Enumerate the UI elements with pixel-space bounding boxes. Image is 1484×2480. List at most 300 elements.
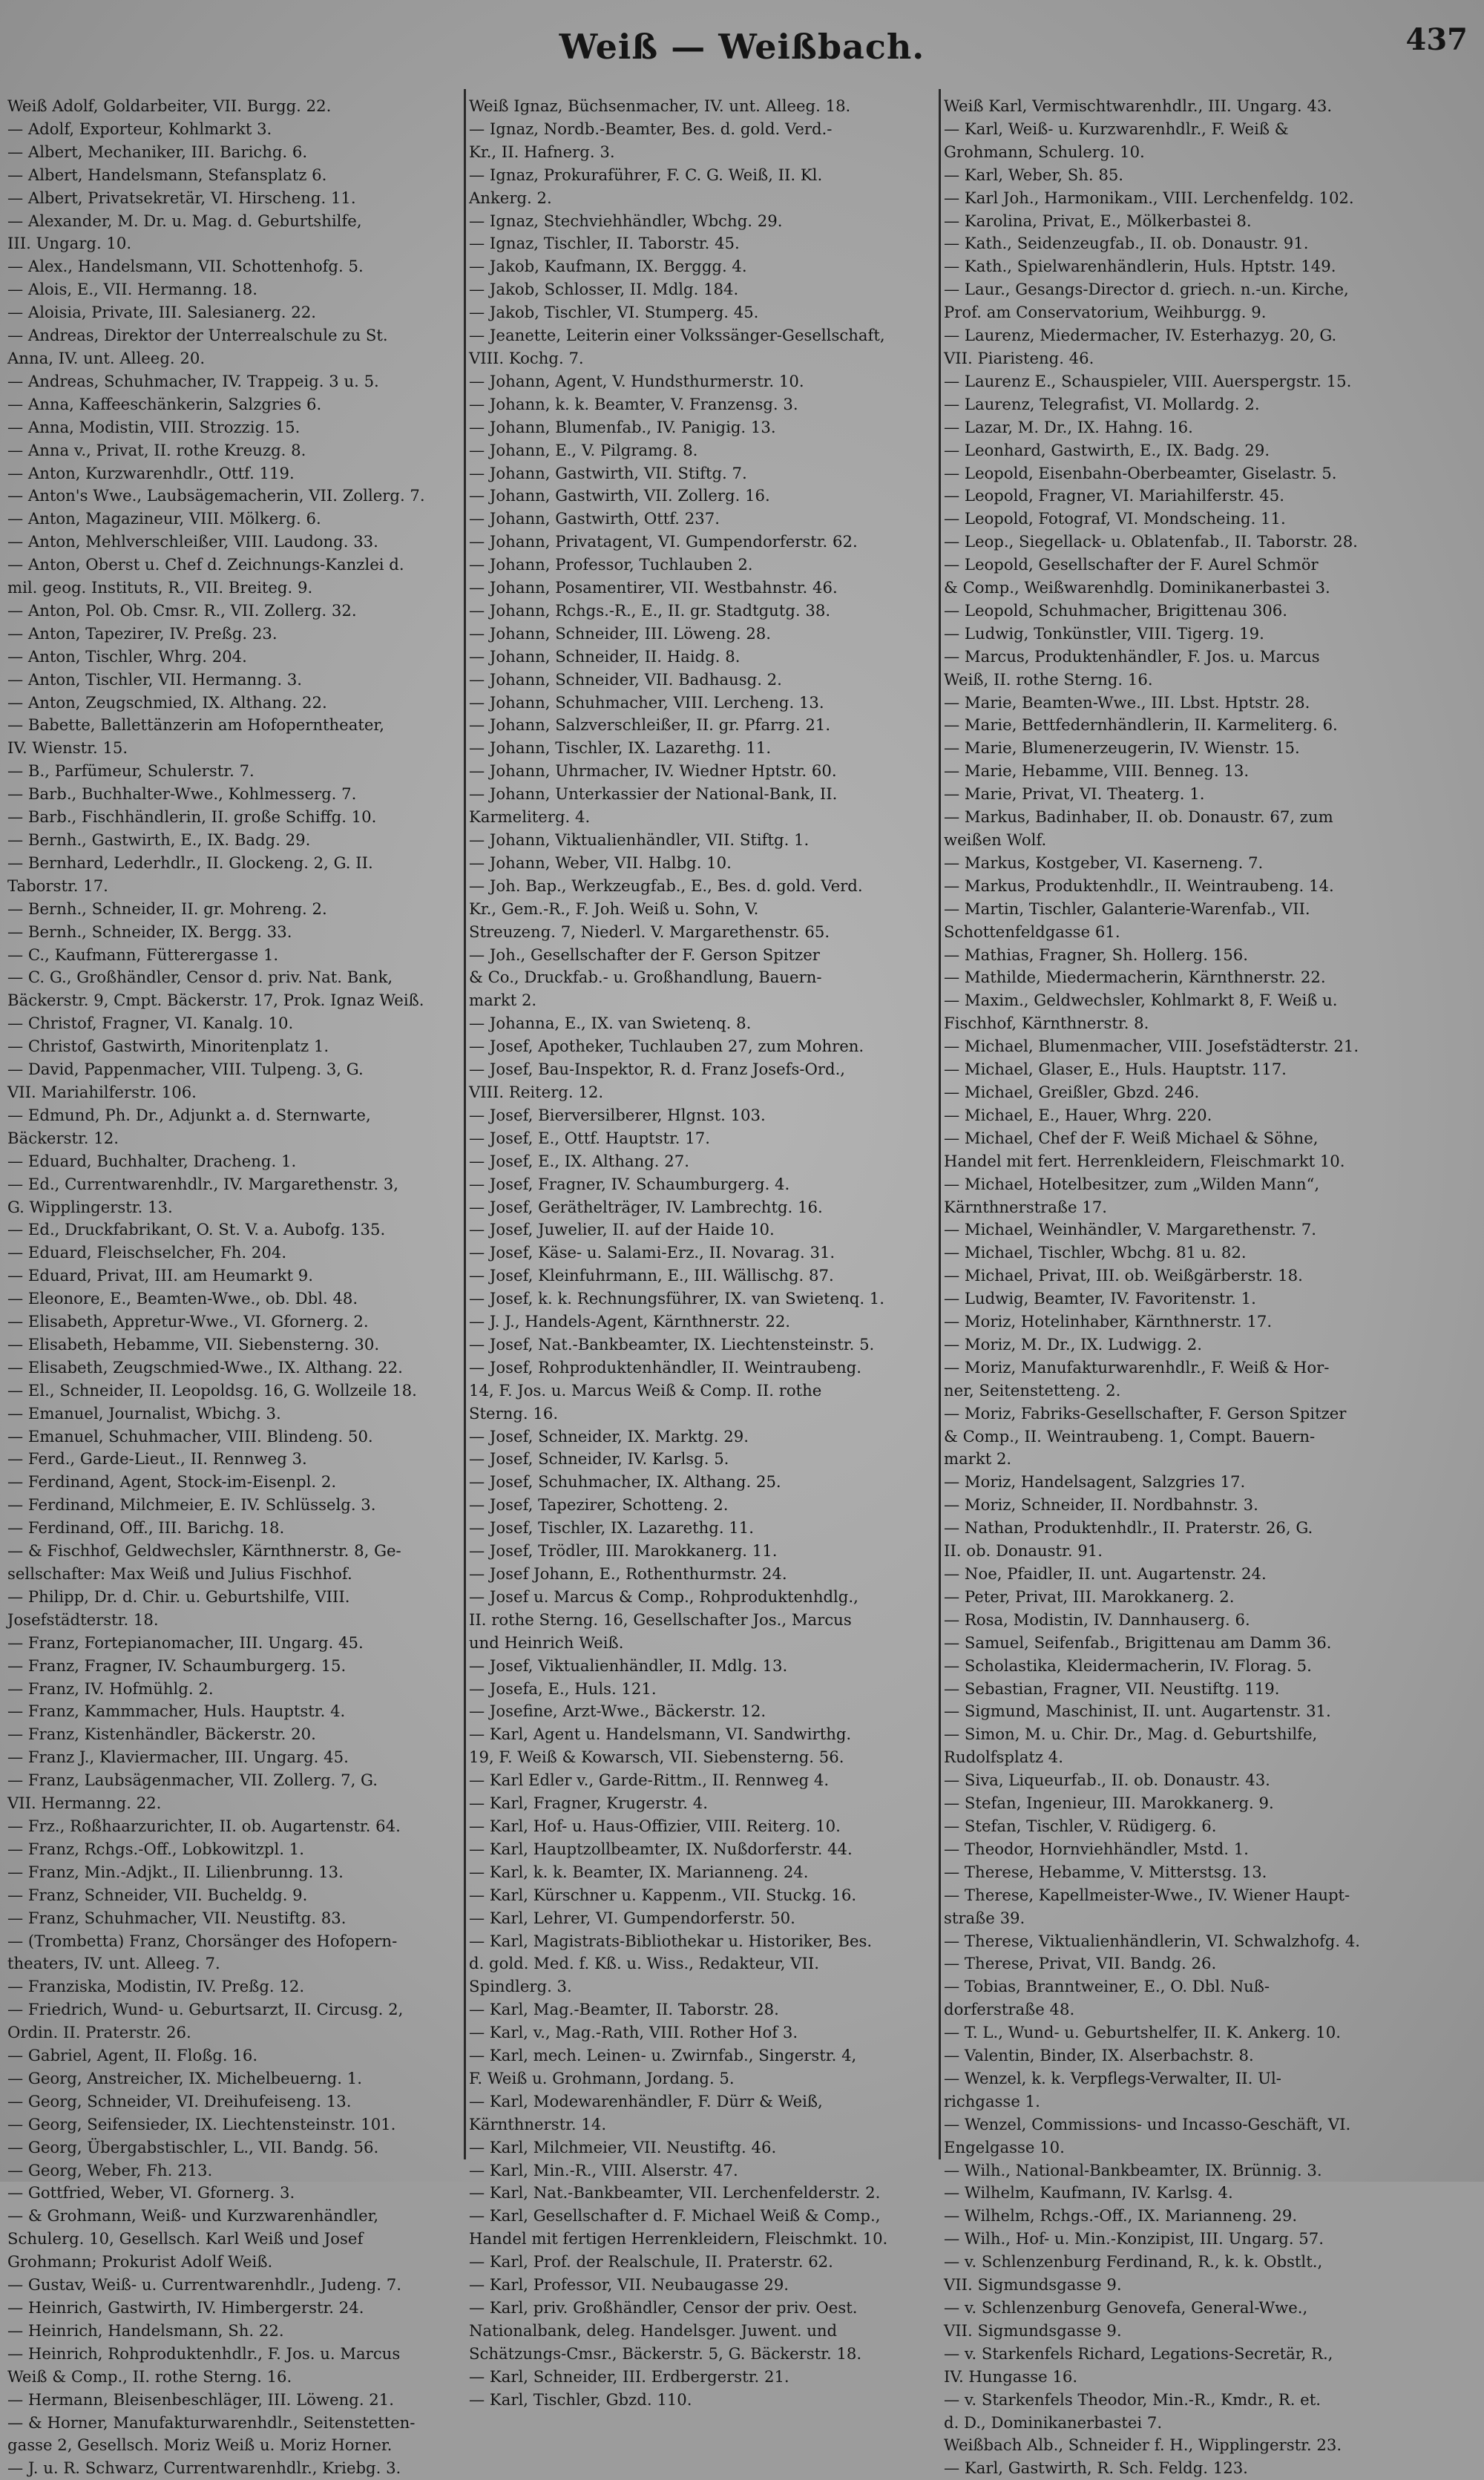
directory-entry: — Elisabeth, Appretur-Wwe., VI. Gfornerg. 2.	[7, 1312, 369, 1331]
directory-entry: — Anna v., Privat, II. rothe Kreuzg. 8.	[7, 440, 306, 459]
directory-entry: — Elisabeth, Zeugschmied-Wwe., IX. Althang. 22.	[7, 1357, 403, 1377]
directory-entry: — Marcus, Produktenhändler, F. Jos. u. Marcus	[944, 646, 1320, 666]
directory-entry: F. Weiß u. Grohmann, Jordang. 5.	[469, 2068, 735, 2087]
directory-entry: — Marie, Privat, VI. Theaterg. 1.	[944, 784, 1205, 804]
directory-entry: — Moriz, Hotelinhaber, Kärnthnerstr. 17.	[944, 1312, 1273, 1331]
directory-entry: — Josef, Kleinfuhrmann, E., III. Wällischg. 87.	[469, 1266, 834, 1285]
directory-entry: & Comp., II. Weintraubeng. 1, Compt. Bauern-	[944, 1426, 1316, 1446]
directory-entry: — Scholastika, Kleidermacherin, IV. Florag. 5.	[944, 1656, 1312, 1675]
directory-column-1	[7, 95, 462, 2478]
directory-entry: — Georg, Weber, Fh. 213.	[7, 2160, 213, 2179]
directory-entry: — Johann, Schuhmacher, VIII. Lercheng. 13.	[469, 692, 824, 712]
directory-entry: — Laur., Gesangs-Director d. griech. n.-un. Kirche,	[944, 280, 1349, 299]
directory-entry: — Johann, Posamentirer, VII. Westbahnstr. 46.	[469, 578, 838, 597]
directory-entry: — T. L., Wund- u. Geburtshelfer, II. K. Ankerg. 10.	[944, 2023, 1341, 2042]
directory-entry: — Emanuel, Journalist, Wbichg. 3.	[7, 1403, 281, 1423]
directory-entry: — Josef, Fragner, IV. Schaumburgerg. 4.	[469, 1174, 790, 1193]
directory-entry: Josefstädterstr. 18.	[7, 1610, 159, 1629]
directory-entry: — Johann, Privatagent, VI. Gumpendorferstr. 62.	[469, 532, 858, 551]
directory-entry: — Anton, Kurzwarenhdlr., Ottf. 119.	[7, 463, 295, 482]
directory-entry: — Wenzel, Commissions- und Incasso-Geschäft, VI.	[944, 2114, 1351, 2133]
directory-entry: — Karl, Kürschner u. Kappenm., VII. Stuckg. 16.	[469, 1885, 857, 1904]
directory-entry: — Therese, Hebamme, V. Mitterstsg. 13.	[944, 1862, 1267, 1881]
directory-entry: — Therese, Privat, VII. Bandg. 26.	[944, 1954, 1217, 1973]
directory-entry: — Johann, Uhrmacher, IV. Wiedner Hptstr. 60.	[469, 761, 837, 781]
directory-entry: VIII. Reiterg. 12.	[469, 1082, 604, 1101]
directory-entry: — Jakob, Kaufmann, IX. Berggg. 4.	[469, 257, 747, 276]
directory-entry: Weiß & Comp., II. rothe Sterng. 16.	[7, 2366, 292, 2386]
directory-entry: — Karl, k. k. Beamter, IX. Marianneng. 24.	[469, 1862, 809, 1881]
directory-entry: — Leopold, Fragner, VI. Mariahilferstr. 45.	[944, 486, 1284, 505]
directory-entry: — Moriz, Fabriks-Gesellschafter, F. Gerson Spitzer	[944, 1403, 1347, 1423]
directory-entry: — Therese, Viktualienhändlerin, VI. Schwalzhofg. 4.	[944, 1931, 1361, 1950]
directory-entry: Kr., Gem.-R., F. Joh. Weiß u. Sohn, V.	[469, 899, 759, 918]
directory-entry: — Valentin, Binder, IX. Alserbachstr. 8.	[944, 2046, 1254, 2065]
directory-entry: — Babette, Ballettänzerin am Hofoperntheater,	[7, 715, 384, 735]
directory-entry: — Ignaz, Stechviehhändler, Wbchg. 29.	[469, 211, 783, 230]
directory-entry: straße 39.	[944, 1908, 1025, 1927]
directory-entry: — C., Kaufmann, Fütterergasse 1.	[7, 945, 279, 964]
directory-entry: richgasse 1.	[944, 2091, 1040, 2110]
directory-entry: IV. Wienstr. 15.	[7, 738, 128, 758]
directory-entry: — Josef, Tischler, IX. Lazarethg. 11.	[469, 1518, 754, 1538]
directory-entry: & Co., Druckfab.- u. Großhandlung, Bauern-	[469, 968, 822, 987]
directory-entry: — Josef, Trödler, III. Marokkanerg. 11.	[469, 1541, 778, 1561]
directory-entry: — Laurenz E., Schauspieler, VIII. Auerspergstr. 15.	[944, 371, 1352, 390]
directory-entry: — Maxim., Geldwechsler, Kohlmarkt 8, F. Weiß u.	[944, 991, 1338, 1010]
page-number: 437	[1405, 22, 1468, 57]
directory-entry: — Karl Edler v., Garde-Rittm., II. Rennweg 4.	[469, 1771, 830, 1790]
directory-entry: Grohmann; Prokurist Adolf Weiß.	[7, 2252, 273, 2271]
directory-entry: — Karl, v., Mag.-Rath, VIII. Rother Hof 3.	[469, 2023, 798, 2042]
directory-entry: — Stefan, Ingenieur, III. Marokkanerg. 9.	[944, 1794, 1274, 1813]
directory-entry: — Karolina, Privat, E., Mölkerbastei 8.	[944, 211, 1252, 230]
directory-entry: — Marie, Blumenerzeugerin, IV. Wienstr. 15.	[944, 738, 1300, 758]
directory-entry: — Johann, Schneider, VII. Badhausg. 2.	[469, 669, 782, 689]
directory-entry: — Barb., Buchhalter-Wwe., Kohlmesserg. 7.	[7, 784, 357, 804]
directory-entry: — Anton, Tischler, VII. Hermanng. 3.	[7, 669, 303, 689]
directory-entry: — Karl, Schneider, III. Erdbergerstr. 21.	[469, 2366, 789, 2386]
directory-entry: — Josef, E., Ottf. Hauptstr. 17.	[469, 1128, 710, 1147]
directory-entry: — Markus, Produktenhdlr., II. Weintraubeng. 14.	[944, 876, 1334, 895]
directory-entry: — Ludwig, Beamter, IV. Favoritenstr. 1.	[944, 1289, 1256, 1308]
directory-entry: — C. G., Großhändler, Censor d. priv. Nat. Bank,	[7, 968, 393, 987]
directory-entry: — Franz, Fragner, IV. Schaumburgerg. 15.	[7, 1656, 347, 1675]
directory-entry: — Bernh., Gastwirth, E., IX. Badg. 29.	[7, 830, 311, 849]
directory-entry: Taborstr. 17.	[7, 876, 108, 895]
directory-entry: — v. Schlenzenburg Genovefa, General-Wwe.,	[944, 2298, 1308, 2317]
directory-entry: — Karl, Nat.-Bankbeamter, VII. Lerchenfelderstr. 2.	[469, 2183, 881, 2202]
directory-entry: — Ignaz, Tischler, II. Taborstr. 45.	[469, 234, 740, 253]
directory-entry: — Johann, Rchgs.-R., E., II. gr. Stadtgutg. 38.	[469, 600, 831, 620]
directory-entry: — Alois, E., VII. Hermanng. 18.	[7, 280, 257, 299]
directory-entry: — Karl, Mag.-Beamter, II. Taborstr. 28.	[469, 2000, 779, 2019]
directory-entry: — Kath., Spielwarenhändlerin, Huls. Hptstr. 149.	[944, 257, 1336, 276]
directory-entry: — Markus, Badinhaber, II. ob. Donaustr. 67, zum	[944, 807, 1333, 827]
directory-entry: Spindlerg. 3.	[469, 1977, 572, 1996]
directory-entry: — Karl, Agent u. Handelsmann, VI. Sandwirthg.	[469, 1725, 852, 1744]
directory-entry: — Barb., Fischhändlerin, II. große Schiffg. 10.	[7, 807, 377, 827]
directory-entry: — Eleonore, E., Beamten-Wwe., ob. Dbl. 48.	[7, 1289, 358, 1308]
directory-entry: — Michael, Privat, III. ob. Weißgärberstr. 18.	[944, 1266, 1303, 1285]
directory-entry: — Eduard, Fleischselcher, Fh. 204.	[7, 1243, 287, 1262]
directory-entry: — Georg, Übergabstischler, L., VII. Bandg. 56.	[7, 2137, 379, 2156]
directory-entry: Fischhof, Kärnthnerstr. 8.	[944, 1014, 1149, 1033]
directory-entry: theaters, IV. unt. Alleeg. 7.	[7, 1954, 220, 1973]
directory-entry: — Josef, Apotheker, Tuchlauben 27, zum Mohren.	[469, 1037, 864, 1056]
page-title: Weiß — Weißbach.	[559, 27, 925, 67]
directory-entry: — Kath., Seidenzeugfab., II. ob. Donaustr. 91.	[944, 234, 1309, 253]
directory-entry: — Christof, Gastwirth, Minoritenplatz 1.	[7, 1037, 329, 1056]
directory-entry: & Comp., Weißwarenhdlg. Dominikanerbastei 3.	[944, 578, 1330, 597]
directory-entry: — Michael, Blumenmacher, VIII. Josefstädterstr. 21.	[944, 1037, 1359, 1056]
directory-entry: — Sigmund, Maschinist, II. unt. Augartenstr. 31.	[944, 1702, 1331, 1721]
directory-entry: — Franziska, Modistin, IV. Preßg. 12.	[7, 1977, 305, 1996]
directory-entry: — Karl, Gastwirth, R. Sch. Feldg. 123.	[944, 2458, 1248, 2478]
directory-entry: — Franz J., Klaviermacher, III. Ungarg. 45.	[7, 1748, 349, 1767]
directory-entry: — Anton, Mehlverschleißer, VIII. Laudong. 33.	[7, 532, 378, 551]
directory-entry: — Jakob, Tischler, VI. Stumperg. 45.	[469, 303, 759, 322]
directory-entry: — Andreas, Schuhmacher, IV. Trappeig. 3 u. 5.	[7, 371, 379, 390]
directory-entry: Nationalbank, deleg. Handelsger. Juwent. und	[469, 2320, 838, 2340]
directory-entry: — Josef, Geräthelträger, IV. Lambrechtg. 16.	[469, 1197, 823, 1216]
directory-entry: — Johann, Schneider, II. Haidg. 8.	[469, 646, 741, 666]
directory-entry: — Philipp, Dr. d. Chir. u. Geburtshilfe, VIII.	[7, 1587, 350, 1606]
directory-entry: Handel mit fertigen Herrenkleidern, Fleischmkt. 10.	[469, 2229, 888, 2248]
directory-entry: Schottenfeldgasse 61.	[944, 922, 1120, 941]
directory-entry: dorferstraße 48.	[944, 2000, 1075, 2019]
directory-entry: — Marie, Hebamme, VIII. Benneg. 13.	[944, 761, 1250, 781]
directory-entry: — Wilh., Hof- u. Min.-Konzipist, III. Ungarg. 57.	[944, 2229, 1324, 2248]
directory-entry: — Albert, Mechaniker, III. Barichg. 6.	[7, 142, 308, 161]
directory-entry: — Johann, Unterkassier der National-Bank, II.	[469, 784, 838, 804]
directory-entry: Kärnthnerstraße 17.	[944, 1197, 1107, 1216]
directory-entry: — Karl, priv. Großhändler, Censor der priv. Oest.	[469, 2298, 858, 2317]
directory-entry: Anna, IV. unt. Alleeg. 20.	[7, 348, 206, 367]
directory-entry: Rudolfsplatz 4.	[944, 1748, 1064, 1767]
directory-entry: — Rosa, Modistin, IV. Dannhauserg. 6.	[944, 1610, 1250, 1629]
directory-entry: — Marie, Bettfedernhändlerin, II. Karmeliterg. 6.	[944, 715, 1338, 735]
directory-entry: — Johann, Gastwirth, VII. Stiftg. 7.	[469, 463, 747, 482]
directory-entry: — & Grohmann, Weiß- und Kurzwarenhändler,	[7, 2206, 379, 2225]
column-divider	[939, 89, 941, 2159]
directory-entry: — Josefa, E., Huls. 121.	[469, 1679, 657, 1698]
directory-entry: — Ed., Currentwarenhdlr., IV. Margarethenstr. 3,	[7, 1174, 399, 1193]
directory-entry: II. ob. Donaustr. 91.	[944, 1541, 1103, 1561]
directory-entry: — Josef, Bau-Inspektor, R. d. Franz Josefs-Ord.,	[469, 1060, 846, 1079]
directory-entry: gasse 2, Gesellsch. Moriz Weiß u. Moriz Horner.	[7, 2435, 393, 2455]
directory-entry: — Moriz, Manufakturwarenhdlr., F. Weiß & Hor-	[944, 1357, 1330, 1377]
directory-entry: — Karl, Prof. der Realschule, II. Praterstr. 62.	[469, 2252, 833, 2271]
directory-entry: — Anna, Modistin, VIII. Strozzig. 15.	[7, 417, 301, 436]
directory-entry: — Franz, Rchgs.-Off., Lobkowitzpl. 1.	[7, 1839, 304, 1858]
directory-entry: — Bernh., Schneider, IX. Bergg. 33.	[7, 922, 292, 941]
directory-entry: — Ed., Druckfabrikant, O. St. V. a. Aubofg. 135.	[7, 1220, 386, 1239]
directory-entry: VII. Piaristeng. 46.	[944, 348, 1094, 367]
directory-entry: — Joh. Bap., Werkzeugfab., E., Bes. d. gold. Verd.	[469, 876, 863, 895]
directory-entry: — Albert, Handelsmann, Stefansplatz 6.	[7, 165, 327, 184]
directory-entry: — Johann, Viktualienhändler, VII. Stiftg. 1.	[469, 830, 810, 849]
directory-entry: — Martin, Tischler, Galanterie-Warenfab., VII.	[944, 899, 1310, 918]
directory-entry: Bäckerstr. 9, Cmpt. Bäckerstr. 17, Prok. Ignaz Weiß.	[7, 991, 424, 1010]
directory-entry: — Franz, Schneider, VII. Bucheldg. 9.	[7, 1885, 308, 1904]
directory-entry: — David, Pappenmacher, VIII. Tulpeng. 3, G.	[7, 1060, 364, 1079]
directory-entry: — Josef, Juwelier, II. auf der Haide 10.	[469, 1220, 775, 1239]
directory-entry: — Eduard, Buchhalter, Dracheng. 1.	[7, 1151, 297, 1170]
directory-entry: — Gustav, Weiß- u. Currentwarenhdlr., Judeng. 7.	[7, 2275, 401, 2294]
directory-entry: weißen Wolf.	[944, 830, 1047, 849]
directory-entry: — Bernh., Schneider, II. gr. Mohreng. 2.	[7, 899, 327, 918]
directory-entry: — Johann, Gastwirth, Ottf. 237.	[469, 509, 720, 528]
directory-entry: markt 2.	[469, 991, 537, 1010]
directory-entry: — Laurenz, Miedermacher, IV. Esterhazyg. 20, G.	[944, 326, 1337, 345]
directory-entry: — Hermann, Bleisenbeschläger, III. Löweng. 21.	[7, 2389, 394, 2409]
directory-entry: Streuzeng. 7, Niederl. V. Margarethenstr. 65.	[469, 922, 830, 941]
directory-entry: — Anton, Tapezirer, IV. Preßg. 23.	[7, 623, 278, 643]
directory-entry: — Karl, Magistrats-Bibliothekar u. Historiker, Bes.	[469, 1931, 873, 1950]
directory-entry: Bäckerstr. 12.	[7, 1128, 119, 1147]
directory-entry: d. D., Dominikanerbastei 7.	[944, 2412, 1163, 2432]
directory-entry: — Ferdinand, Off., III. Barichg. 18.	[7, 1518, 285, 1538]
directory-entry: — Noe, Pfaidler, II. unt. Augartenstr. 24.	[944, 1564, 1267, 1583]
directory-entry: Weiß Adolf, Goldarbeiter, VII. Burgg. 22.	[7, 96, 332, 115]
directory-entry: — Moriz, Schneider, II. Nordbahnstr. 3.	[944, 1495, 1258, 1515]
directory-entry: — Karl, Fragner, Krugerstr. 4.	[469, 1794, 708, 1813]
page-header	[0, 16, 1484, 83]
directory-entry: — Michael, Chef der F. Weiß Michael & Söhne,	[944, 1128, 1319, 1147]
directory-entry: — Michael, Hotelbesitzer, zum „Wilden Mann“,	[944, 1174, 1320, 1193]
directory-entry: Weißbach Alb., Schneider f. H., Wipplingerstr. 23.	[944, 2435, 1342, 2455]
directory-entry: — Andreas, Direktor der Unterrealschule zu St.	[7, 326, 388, 345]
directory-entry: — Ferdinand, Milchmeier, E. IV. Schlüsselg. 3.	[7, 1495, 376, 1515]
directory-entry: Engelgasse 10.	[944, 2137, 1065, 2156]
directory-entry: — B., Parfümeur, Schulerstr. 7.	[7, 761, 255, 781]
directory-entry: IV. Hungasse 16.	[944, 2366, 1078, 2386]
directory-entry: — Anton, Pol. Ob. Cmsr. R., VII. Zollerg. 32.	[7, 600, 357, 620]
directory-entry: — Leopold, Gesellschafter der F. Aurel Schmör	[944, 555, 1319, 574]
directory-entry: — Elisabeth, Hebamme, VII. Siebensterng. 30.	[7, 1334, 380, 1354]
directory-entry: — Wenzel, k. k. Verpflegs-Verwalter, II. Ul-	[944, 2068, 1281, 2087]
directory-entry: — Franz, Min.-Adjkt., II. Lilienbrunng. 13.	[7, 1862, 344, 1881]
directory-entry: — Franz, Schuhmacher, VII. Neustiftg. 83.	[7, 1908, 347, 1927]
directory-entry: — Michael, Glaser, E., Huls. Hauptstr. 117.	[944, 1060, 1287, 1079]
directory-entry: — J. J., Handels-Agent, Kärnthnerstr. 22.	[469, 1312, 791, 1331]
directory-entry: — Leop., Siegellack- u. Oblatenfab., II. Taborstr. 28.	[944, 532, 1358, 551]
directory-entry: — Leonhard, Gastwirth, E., IX. Badg. 29.	[944, 440, 1270, 459]
directory-entry: — Friedrich, Wund- u. Geburtsarzt, II. Circusg. 2,	[7, 2000, 404, 2019]
directory-entry: — Anton, Magazineur, VIII. Mölkerg. 6.	[7, 509, 321, 528]
directory-entry: Weiß Ignaz, Büchsenmacher, IV. unt. Alleeg. 18.	[469, 96, 851, 115]
directory-entry: — Franz, IV. Hofmühlg. 2.	[7, 1679, 214, 1698]
directory-column-3	[944, 95, 1475, 2478]
directory-entry: — Anton, Tischler, Whrg. 204.	[7, 646, 247, 666]
directory-entry: — & Horner, Manufakturwarenhdlr., Seitenstetten-	[7, 2412, 416, 2432]
directory-entry: — Nathan, Produktenhdlr., II. Praterstr. 26, G.	[944, 1518, 1313, 1538]
directory-entry: — El., Schneider, II. Leopoldsg. 16, G. Wollzeile 18.	[7, 1380, 417, 1400]
directory-entry: sellschafter: Max Weiß und Julius Fischhof.	[7, 1564, 352, 1583]
directory-entry: — Josef, Schuhmacher, IX. Althang. 25.	[469, 1472, 781, 1492]
directory-entry: — Tobias, Branntweiner, E., O. Dbl. Nuß-	[944, 1977, 1270, 1996]
directory-entry: ner, Seitenstetteng. 2.	[944, 1380, 1121, 1400]
directory-entry: Schätzungs-Cmsr., Bäckerstr. 5, G. Bäckerstr. 18.	[469, 2343, 862, 2363]
directory-entry: — Johann, Tischler, IX. Lazarethg. 11.	[469, 738, 772, 758]
directory-entry: — Johann, Agent, V. Hundsthurmerstr. 10.	[469, 371, 804, 390]
directory-entry: — Leopold, Schuhmacher, Brigittenau 306.	[944, 600, 1287, 620]
directory-entry: — Heinrich, Rohproduktenhdlr., F. Jos. u. Marcus	[7, 2343, 401, 2363]
directory-entry: — Frz., Roßhaarzurichter, II. ob. Augartenstr. 64.	[7, 1816, 401, 1835]
directory-entry: — v. Schlenzenburg Ferdinand, R., k. k. Obstlt.,	[944, 2252, 1323, 2271]
directory-entry: Ordin. II. Praterstr. 26.	[7, 2023, 191, 2042]
directory-entry: VIII. Kochg. 7.	[469, 348, 584, 367]
directory-entry: — Anton, Oberst u. Chef d. Zeichnungs-Kanzlei d.	[7, 555, 404, 574]
directory-entry: — Sebastian, Fragner, VII. Neustiftg. 119.	[944, 1679, 1280, 1698]
directory-entry: — & Fischhof, Geldwechsler, Kärnthnerstr. 8, Ge-	[7, 1541, 401, 1561]
directory-entry: II. rothe Sterng. 16, Gesellschafter Jos., Marcus	[469, 1610, 852, 1629]
directory-entry: — Mathilde, Miedermacherin, Kärnthnerstr. 22.	[944, 968, 1326, 987]
directory-entry: — Josef Johann, E., Rothenthurmstr. 24.	[469, 1564, 787, 1583]
directory-entry: — Karl, mech. Leinen- u. Zwirnfab., Singerstr. 4,	[469, 2046, 857, 2065]
directory-entry: Weiß Karl, Vermischtwarenhdlr., III. Ungarg. 43.	[944, 96, 1333, 115]
directory-entry: — Michael, E., Hauer, Whrg. 220.	[944, 1105, 1212, 1124]
directory-entry: — Moriz, M. Dr., IX. Ludwigg. 2.	[944, 1334, 1202, 1354]
directory-entry: — Josef, Schneider, IX. Marktg. 29.	[469, 1426, 749, 1446]
directory-entry: — Josef, Tapezirer, Schotteng. 2.	[469, 1495, 729, 1515]
directory-entry: — Karl, Weber, Sh. 85.	[944, 165, 1124, 184]
directory-entry: — Jeanette, Leiterin einer Volkssänger-Gesellschaft,	[469, 326, 885, 345]
directory-entry: d. gold. Med. f. Kß. u. Wiss., Redakteur, VII.	[469, 1954, 819, 1973]
directory-entry: — Alex., Handelsmann, VII. Schottenhofg. 5.	[7, 257, 364, 276]
directory-entry: — Edmund, Ph. Dr., Adjunkt a. d. Sternwarte,	[7, 1105, 371, 1124]
directory-entry: — Ferd., Garde-Lieut., II. Rennweg 3.	[7, 1449, 307, 1469]
directory-entry: 19, F. Weiß & Kowarsch, VII. Siebensterng. 56.	[469, 1748, 844, 1767]
directory-entry: Weiß, II. rothe Sterng. 16.	[944, 669, 1153, 689]
directory-entry: Ankerg. 2.	[469, 188, 552, 207]
directory-entry: — Lazar, M. Dr., IX. Hahng. 16.	[944, 417, 1193, 436]
directory-entry: — Aloisia, Private, III. Salesianerg. 22.	[7, 303, 316, 322]
directory-entry: — Wilhelm, Kaufmann, IV. Karlsg. 4.	[944, 2183, 1233, 2202]
directory-entry: — Anton, Zeugschmied, IX. Althang. 22.	[7, 692, 327, 712]
directory-entry: VII. Hermanng. 22.	[7, 1794, 162, 1813]
directory-entry: — Franz, Kammmacher, Huls. Hauptstr. 4.	[7, 1702, 346, 1721]
directory-entry: — Peter, Privat, III. Marokkanerg. 2.	[944, 1587, 1235, 1606]
directory-column-2	[469, 95, 936, 2409]
directory-entry: — Georg, Anstreicher, IX. Michelbeuerng. 1.	[7, 2068, 362, 2087]
directory-entry: — Gabriel, Agent, II. Floßg. 16.	[7, 2046, 258, 2065]
directory-entry: — Wilh., National-Bankbeamter, IX. Brünnig. 3.	[944, 2160, 1322, 2179]
directory-entry: — Michael, Weinhändler, V. Margarethenstr. 7.	[944, 1220, 1316, 1239]
directory-entry: G. Wipplingerstr. 13.	[7, 1197, 173, 1216]
directory-entry: — Karl, Tischler, Gbzd. 110.	[469, 2389, 692, 2409]
directory-entry: 14, F. Jos. u. Marcus Weiß & Comp. II. rothe	[469, 1380, 822, 1400]
directory-entry: — v. Starkenfels Theodor, Min.-R., Kmdr., R. et.	[944, 2389, 1321, 2409]
directory-entry: Prof. am Conservatorium, Weihburgg. 9.	[944, 303, 1267, 322]
directory-entry: — Johann, Gastwirth, VII. Zollerg. 16.	[469, 486, 770, 505]
directory-entry: — Leopold, Fotograf, VI. Mondscheing. 11.	[944, 509, 1286, 528]
directory-entry: — Karl, Lehrer, VI. Gumpendorferstr. 50.	[469, 1908, 795, 1927]
directory-entry: — Johann, Schneider, III. Löweng. 28.	[469, 623, 772, 643]
directory-entry: — Wilhelm, Rchgs.-Off., IX. Marianneng. 29.	[944, 2206, 1298, 2225]
directory-entry: — Josef, E., IX. Althang. 27.	[469, 1151, 689, 1170]
directory-entry: — Josef, Bierversilberer, Hlgnst. 103.	[469, 1105, 766, 1124]
directory-entry: — Josef, Nat.-Bankbeamter, IX. Liechtensteinstr. 5.	[469, 1334, 875, 1354]
directory-entry: — Franz, Laubsägenmacher, VII. Zollerg. 7, G.	[7, 1771, 378, 1790]
directory-entry: — Laurenz, Telegrafist, VI. Mollardg. 2.	[944, 394, 1260, 413]
directory-entry: — Karl, Hauptzollbeamter, IX. Nußdorferstr. 44.	[469, 1839, 853, 1858]
directory-entry: Grohmann, Schulerg. 10.	[944, 142, 1145, 161]
directory-entry: — Siva, Liqueurfab., II. ob. Donaustr. 43.	[944, 1771, 1270, 1790]
directory-entry: Sterng. 16.	[469, 1403, 559, 1423]
directory-entry: — Jakob, Schlosser, II. Mdlg. 184.	[469, 280, 739, 299]
directory-entry: — Karl, Min.-R., VIII. Alserstr. 47.	[469, 2160, 738, 2179]
directory-entry: — Karl Joh., Harmonikam., VIII. Lerchenfeldg. 102.	[944, 188, 1354, 207]
directory-entry: — Therese, Kapellmeister-Wwe., IV. Wiener Haupt-	[944, 1885, 1350, 1904]
directory-entry: — Karl, Hof- u. Haus-Offizier, VIII. Reiterg. 10.	[469, 1816, 841, 1835]
directory-entry: — Heinrich, Handelsmann, Sh. 22.	[7, 2320, 284, 2340]
directory-entry: — Josefine, Arzt-Wwe., Bäckerstr. 12.	[469, 1702, 766, 1721]
directory-entry: VII. Mariahilferstr. 106.	[7, 1082, 197, 1101]
directory-entry: Schulerg. 10, Gesellsch. Karl Weiß und Josef	[7, 2229, 364, 2248]
directory-entry: — Karl, Professor, VII. Neubaugasse 29.	[469, 2275, 789, 2294]
directory-entry: — Mathias, Fragner, Sh. Hollerg. 156.	[944, 945, 1248, 964]
directory-entry: — Bernhard, Lederhdlr., II. Glockeng. 2, G. II.	[7, 853, 373, 872]
directory-entry: VII. Sigmundsgasse 9.	[944, 2320, 1122, 2340]
directory-entry: — Georg, Seifensieder, IX. Liechtensteinstr. 101.	[7, 2114, 396, 2133]
directory-entry: — Karl, Gesellschafter d. F. Michael Weiß & Comp.,	[469, 2206, 881, 2225]
column-divider	[464, 89, 466, 2159]
directory-entry: — Anna, Kaffeeschänkerin, Salzgries 6.	[7, 394, 322, 413]
directory-entry: — Moriz, Handelsagent, Salzgries 17.	[944, 1472, 1246, 1492]
directory-entry: — Johann, Professor, Tuchlauben 2.	[469, 555, 753, 574]
directory-entry: — Josef, Rohproduktenhändler, II. Weintraubeng.	[469, 1357, 861, 1377]
directory-entry: mil. geog. Instituts, R., VII. Breiteg. 9.	[7, 578, 313, 597]
directory-entry: — Michael, Greißler, Gbzd. 246.	[944, 1082, 1200, 1101]
directory-entry: Handel mit fert. Herrenkleidern, Fleischmarkt 10.	[944, 1151, 1345, 1170]
directory-entry: — Franz, Kistenhändler, Bäckerstr. 20.	[7, 1725, 316, 1744]
directory-entry: — Joh., Gesellschafter der F. Gerson Spitzer	[469, 945, 820, 964]
directory-entry: — Ferdinand, Agent, Stock-im-Eisenpl. 2.	[7, 1472, 337, 1492]
directory-entry: — Josef, Viktualienhändler, II. Mdlg. 13.	[469, 1656, 788, 1675]
directory-entry: — Josef u. Marcus & Comp., Rohproduktenhdlg.,	[469, 1587, 858, 1606]
directory-entry: Karmeliterg. 4.	[469, 807, 591, 827]
directory-entry: — J. u. R. Schwarz, Currentwarenhdlr., Kriebg. 3.	[7, 2458, 401, 2478]
directory-entry: — Franz, Fortepianomacher, III. Ungarg. 45.	[7, 1633, 364, 1652]
directory-entry: markt 2.	[944, 1449, 1012, 1469]
directory-entry: — Gottfried, Weber, VI. Gfornerg. 3.	[7, 2183, 295, 2202]
directory-entry: VII. Sigmundsgasse 9.	[944, 2275, 1122, 2294]
directory-entry: — Alexander, M. Dr. u. Mag. d. Geburtshilfe,	[7, 211, 362, 230]
directory-entry: und Heinrich Weiß.	[469, 1633, 624, 1652]
directory-entry: — Johann, Salzverschleißer, II. gr. Pfarrg. 21.	[469, 715, 831, 735]
directory-entry: — Adolf, Exporteur, Kohlmarkt 3.	[7, 119, 272, 138]
directory-entry: — Anton's Wwe., Laubsägemacherin, VII. Zollerg. 7.	[7, 486, 425, 505]
directory-entry: — Karl, Modewarenhändler, F. Dürr & Weiß,	[469, 2091, 823, 2110]
directory-entry: — Karl, Milchmeier, VII. Neustiftg. 46.	[469, 2137, 777, 2156]
directory-entry: — Simon, M. u. Chir. Dr., Mag. d. Geburtshilfe,	[944, 1725, 1318, 1744]
directory-entry: — Michael, Tischler, Wbchg. 81 u. 82.	[944, 1243, 1247, 1262]
directory-entry: — Ludwig, Tonkünstler, VIII. Tigerg. 19.	[944, 623, 1264, 643]
directory-entry: — (Trombetta) Franz, Chorsänger des Hofopern-	[7, 1931, 398, 1950]
directory-entry: — v. Starkenfels Richard, Legations-Secretär, R.,	[944, 2343, 1333, 2363]
directory-entry: — Ignaz, Nordb.-Beamter, Bes. d. gold. Verd.-	[469, 119, 833, 138]
directory-entry: — Emanuel, Schuhmacher, VIII. Blindeng. 50.	[7, 1426, 373, 1446]
directory-entry: — Stefan, Tischler, V. Rüdigerg. 6.	[944, 1816, 1217, 1835]
directory-entry: III. Ungarg. 10.	[7, 234, 132, 253]
directory-entry: — Johann, E., V. Pilgramg. 8.	[469, 440, 698, 459]
directory-entry: — Christof, Fragner, VI. Kanalg. 10.	[7, 1014, 294, 1033]
directory-entry: — Josef, k. k. Rechnungsführer, IX. van Swietenq. 1.	[469, 1289, 885, 1308]
directory-entry: Kärnthnerstr. 14.	[469, 2114, 607, 2133]
directory-entry: — Samuel, Seifenfab., Brigittenau am Damm 36.	[944, 1633, 1332, 1652]
